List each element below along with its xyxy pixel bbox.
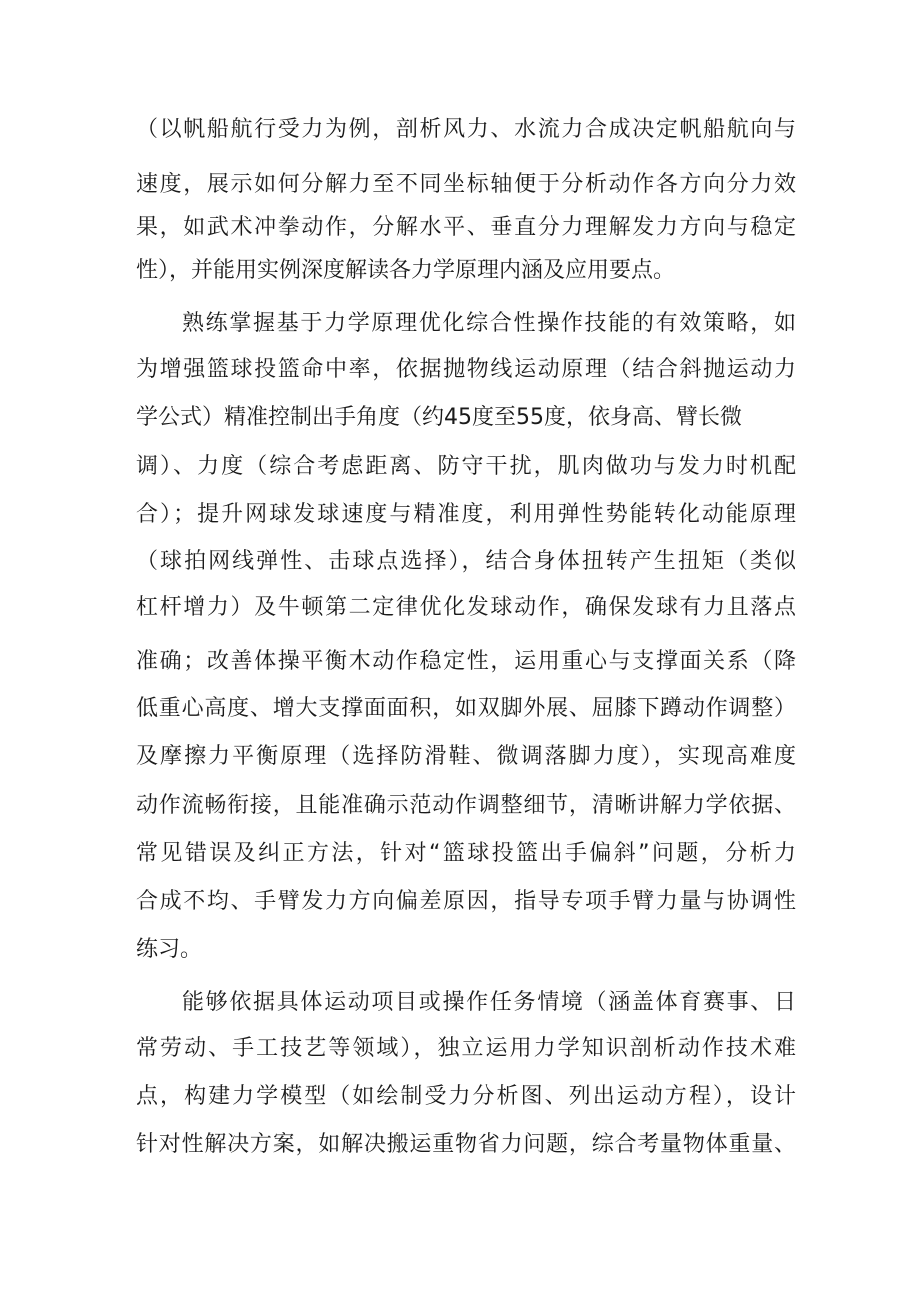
paragraph-1-line-4: 性），并能用实例深度解读各力学原理内涵及应用要点。 (136, 258, 676, 283)
paragraph-1-line-1: （以帆船航行受力为例，剖析风力、水流力合成决定帆船航向与 (136, 117, 796, 142)
paragraph-2-line-10: 及摩擦力平衡原理（选择防滑鞋、微调落脚力度），实现高难度 (136, 744, 796, 769)
paragraph-2-line-8: 准确；改善体操平衡木动作稳定性，运用重心与支撑面关系（降 (136, 649, 796, 674)
paragraph-2-line-5: 合）；提升网球发球速度与精准度，利用弹性势能转化动能原理 (136, 502, 796, 527)
paragraph-2-line-7: 杠杆增力）及牛顿第二定律优化发球动作，确保发球有力且落点 (136, 595, 796, 620)
paragraph-2-line-2: 为增强篮球投篮命中率，依据抛物线运动原理（结合斜抛运动力 (136, 357, 796, 382)
paragraph-2-line-1: 熟练掌握基于力学原理优化综合性操作技能的有效策略，如 (182, 311, 796, 336)
paragraph-2-line-11: 动作流畅衔接，且能准确示范动作调整细节，清晰讲解力学依据、 (136, 793, 796, 818)
paragraph-2-line-4: 调）、力度（综合考虑距离、防守干扰，肌肉做功与发力时机配 (136, 454, 796, 479)
paragraph-3-line-3: 点，构建力学模型（如绘制受力分析图、列出运动方程），设计 (136, 1084, 796, 1109)
paragraph-3-line-2: 常劳动、手工技艺等领域），独立运用力学知识剖析动作技术难 (136, 1036, 796, 1061)
paragraph-2-line-13: 合成不均、手臂发力方向偏差原因，指导专项手臂力量与协调性 (136, 889, 796, 914)
paragraph-2-line-3: 学公式）精准控制出手角度（约45度至55度，依身高、臂长微 (136, 405, 742, 430)
paragraph-3-line-4: 针对性解决方案，如解决搬运重物省力问题，综合考量物体重量、 (136, 1132, 796, 1157)
paragraph-1-line-3: 果，如武术冲拳动作，分解水平、垂直分力理解发力方向与稳定 (136, 215, 796, 240)
paragraph-3-line-1: 能够依据具体运动项目或操作任务情境（涵盖体育赛事、日 (182, 990, 796, 1015)
paragraph-2-line-6: （球拍网线弹性、击球点选择），结合身体扭转产生扭矩（类似 (136, 549, 796, 574)
paragraph-1-line-2: 速度，展示如何分解力至不同坐标轴便于分析动作各方向分力效 (136, 172, 796, 197)
paragraph-2-line-14: 练习。 (136, 937, 203, 962)
paragraph-2-line-12: 常见错误及纠正方法，针对“篮球投篮出手偏斜”问题，分析力 (136, 841, 796, 866)
paragraph-2-line-9: 低重心高度、增大支撑面面积，如双脚外展、屈膝下蹲动作调整） (136, 696, 796, 721)
